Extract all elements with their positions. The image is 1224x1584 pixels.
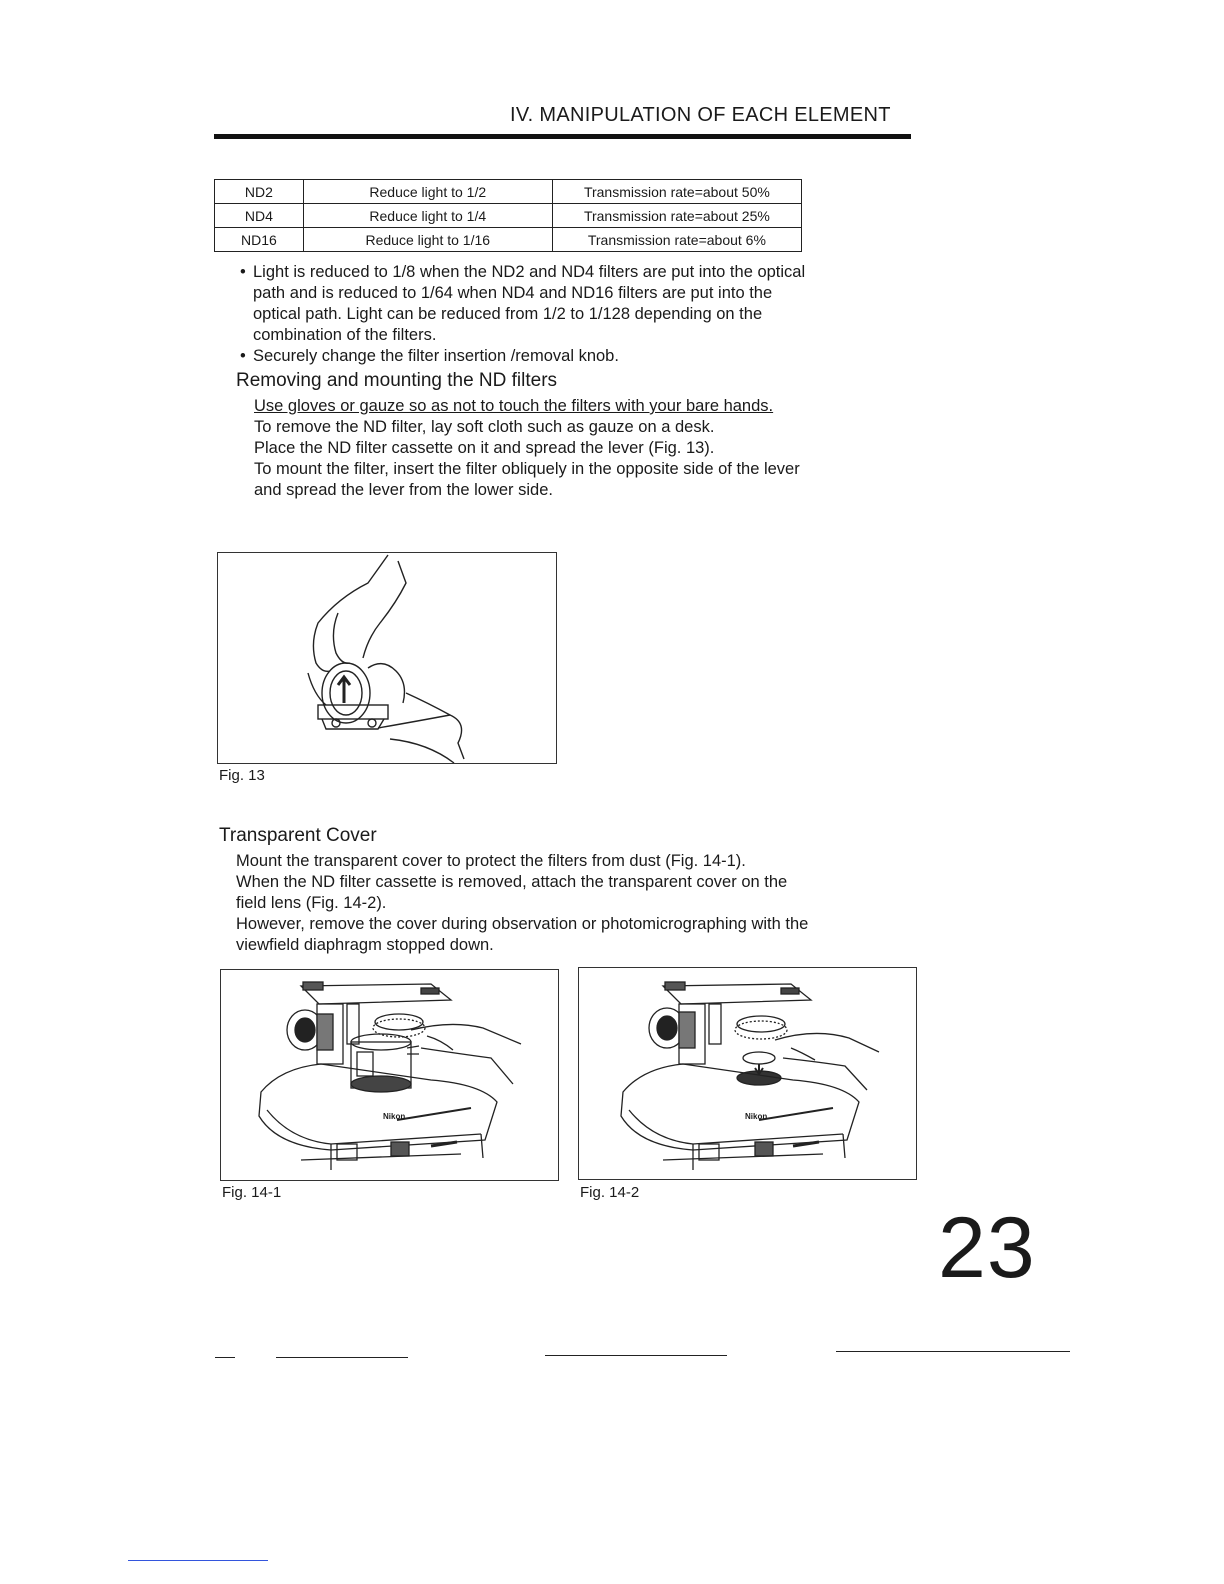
section-body-cover bbox=[236, 851, 811, 956]
footer-rule bbox=[836, 1351, 1070, 1352]
page-number: 23 bbox=[938, 1200, 1036, 1296]
table-cell: ND2 bbox=[215, 180, 304, 204]
table-row bbox=[215, 204, 802, 228]
paragraph: To mount the filter, insert the filter obliquely in the opposite side of the lever and spread the lever from the lower side. bbox=[254, 460, 800, 499]
footer-rule bbox=[276, 1357, 408, 1358]
paragraph: Place the ND filter cassette on it and spread the lever (Fig. 13). bbox=[254, 439, 715, 457]
paragraph: To remove the ND filter, lay soft cloth such as gauze on a desk. bbox=[254, 418, 715, 436]
table-cell: ND16 bbox=[215, 228, 304, 252]
table-cell: Reduce light to 1/2 bbox=[303, 180, 552, 204]
table-cell: ND4 bbox=[215, 204, 304, 228]
footer-rule-blue bbox=[128, 1560, 268, 1561]
table-cell: Transmission rate=about 50% bbox=[552, 180, 801, 204]
paragraph: When the ND filter cassette is removed, attach the transparent cover on the field lens (Fig. 14-2). bbox=[236, 873, 788, 912]
section-title: IV. MANIPULATION OF EACH ELEMENT bbox=[510, 104, 891, 126]
nd-filter-table bbox=[214, 179, 802, 252]
table-cell: Reduce light to 1/16 bbox=[303, 228, 552, 252]
note-item: • Light is reduced to 1/8 when the ND2 and ND4 filters are put into the optical path and is reduced to 1/64 when ND4 and ND16 filters are put into the optical path. Light can be reduced from 1/2 to 1/128 depending on the combination of the filters. bbox=[240, 262, 810, 346]
header-rule bbox=[214, 134, 911, 139]
figure-14-2-illustration bbox=[578, 967, 917, 1180]
figure-13-caption: Fig. 13 bbox=[219, 767, 265, 784]
section-body-nd bbox=[254, 396, 814, 501]
section-heading-cover: Transparent Cover bbox=[219, 825, 377, 846]
table-cell: Transmission rate=about 6% bbox=[552, 228, 801, 252]
nikon-base-label: Nikon bbox=[745, 1112, 768, 1121]
notes-list bbox=[240, 262, 810, 367]
table-cell: Reduce light to 1/4 bbox=[303, 204, 552, 228]
figure-14-2-caption: Fig. 14-2 bbox=[580, 1184, 640, 1201]
figure-14-1-illustration bbox=[220, 969, 559, 1181]
figure-13-illustration bbox=[217, 552, 557, 764]
table-row bbox=[215, 228, 802, 252]
footer-rule bbox=[545, 1355, 727, 1356]
table-cell: Transmission rate=about 25% bbox=[552, 204, 801, 228]
figure-14-1-caption: Fig. 14-1 bbox=[222, 1184, 282, 1201]
footer-rule bbox=[215, 1357, 235, 1358]
paragraph: Mount the transparent cover to protect the filters from dust (Fig. 14-1). bbox=[236, 852, 746, 870]
caution-text: Use gloves or gauze so as not to touch the filters with your bare hands. bbox=[254, 397, 774, 415]
table-row bbox=[215, 180, 802, 204]
nikon-base-label: Nikon bbox=[383, 1112, 406, 1121]
section-heading-nd: Removing and mounting the ND filters bbox=[236, 370, 558, 391]
paragraph: However, remove the cover during observation or photomicrographing with the viewfield diaphragm stopped down. bbox=[236, 915, 809, 954]
note-item: • Securely change the filter insertion /removal knob. bbox=[240, 346, 810, 367]
